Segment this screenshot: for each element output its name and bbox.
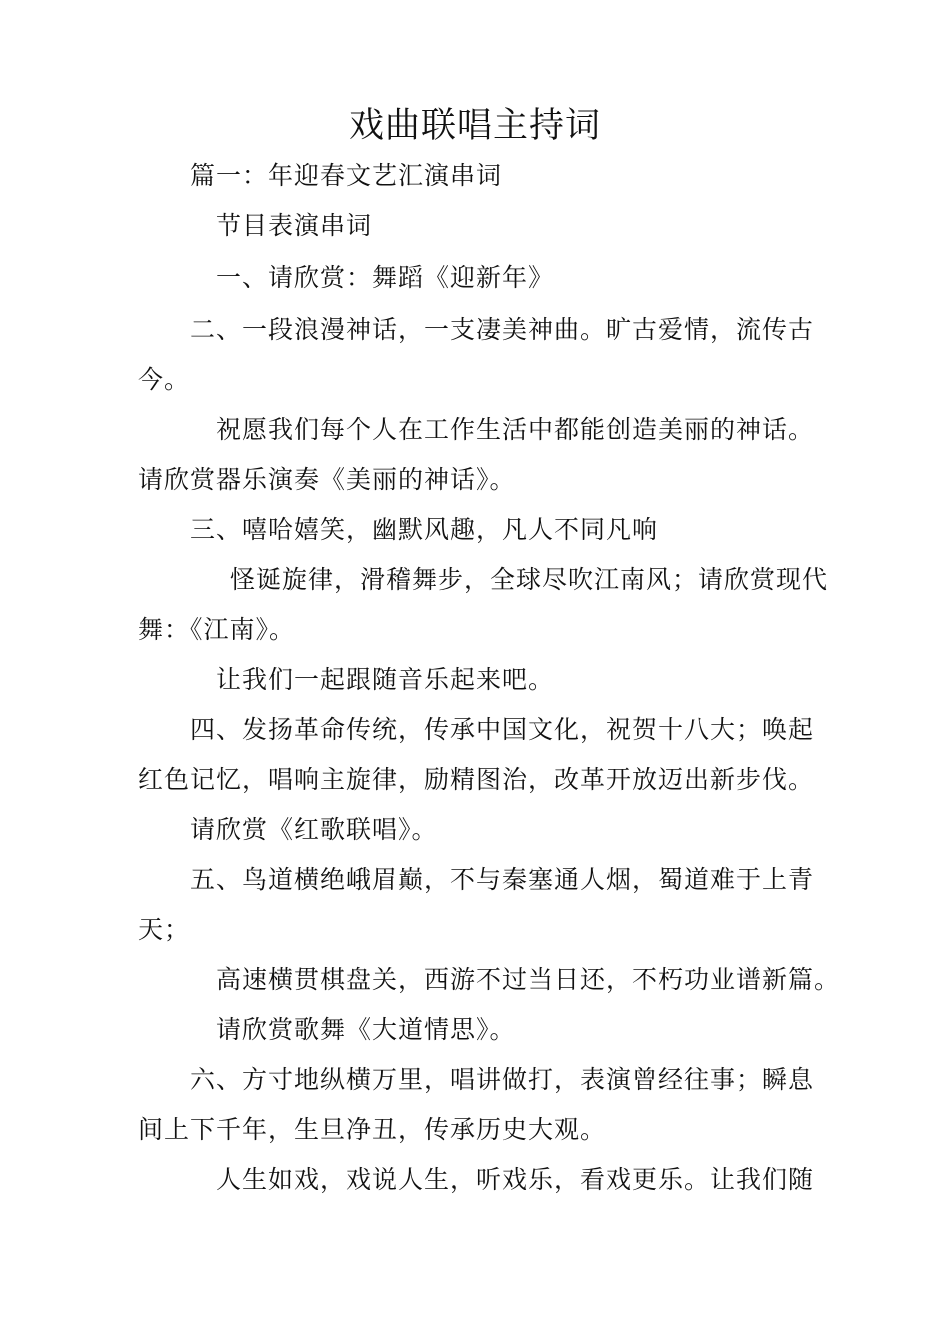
paragraph-line: 怪诞旋律，滑稽舞步，全球尽吹江南风；请欣赏现代 [230,565,829,594]
paragraph-line: 舞：《江南》。 [138,615,296,644]
paragraph-line: 红色记忆，唱响主旋律，励精图治，改革开放迈出新步伐。 [138,765,815,794]
paragraph-line: 六、方寸地纵横万里，唱讲做打，表演曾经往事；瞬息 [190,1065,815,1094]
paragraph-line: 高速横贯棋盘关，西游不过当日还，不朽功业谱新篇。 [216,965,841,994]
paragraph-line: 间上下千年，生旦净丑，传承历史大观。 [138,1115,607,1144]
paragraph-line: 请欣赏器乐演奏《美丽的神话》。 [138,465,516,494]
paragraph-line: 请欣赏《红歌联唱》。 [190,815,438,844]
paragraph-line: 请欣赏歌舞《大道情思》。 [216,1015,516,1044]
program-heading: 节目表演串词 [216,211,373,240]
document-title: 戏曲联唱主持词 [348,106,601,146]
paragraph-line: 四、发扬革命传统，传承中国文化，祝贺十八大；唤起 [190,715,815,744]
paragraph-line: 二、一段浪漫神话，一支凄美神曲。旷古爱情，流传古 [190,315,815,344]
paragraph-line: 今。 [138,365,191,394]
paragraph-line: 让我们一起跟随音乐起来吧。 [216,665,555,694]
paragraph-line: 祝愿我们每个人在工作生活中都能创造美丽的神话。 [216,415,815,444]
paragraph-line: 天； [138,915,191,944]
paragraph-line: 五、鸟道横绝峨眉巅，不与秦塞通人烟，蜀道难于上青 [190,865,815,894]
paragraph-line: 三、嘻哈嬉笑，幽默风趣，凡人不同凡响 [190,515,659,544]
paragraph-line: 一、请欣赏：舞蹈《迎新年》 [216,263,555,292]
section-heading: 篇一：年迎春文艺汇演串词 [190,161,503,190]
paragraph-line: 人生如戏，戏说人生，听戏乐，看戏更乐。让我们随 [216,1165,815,1194]
